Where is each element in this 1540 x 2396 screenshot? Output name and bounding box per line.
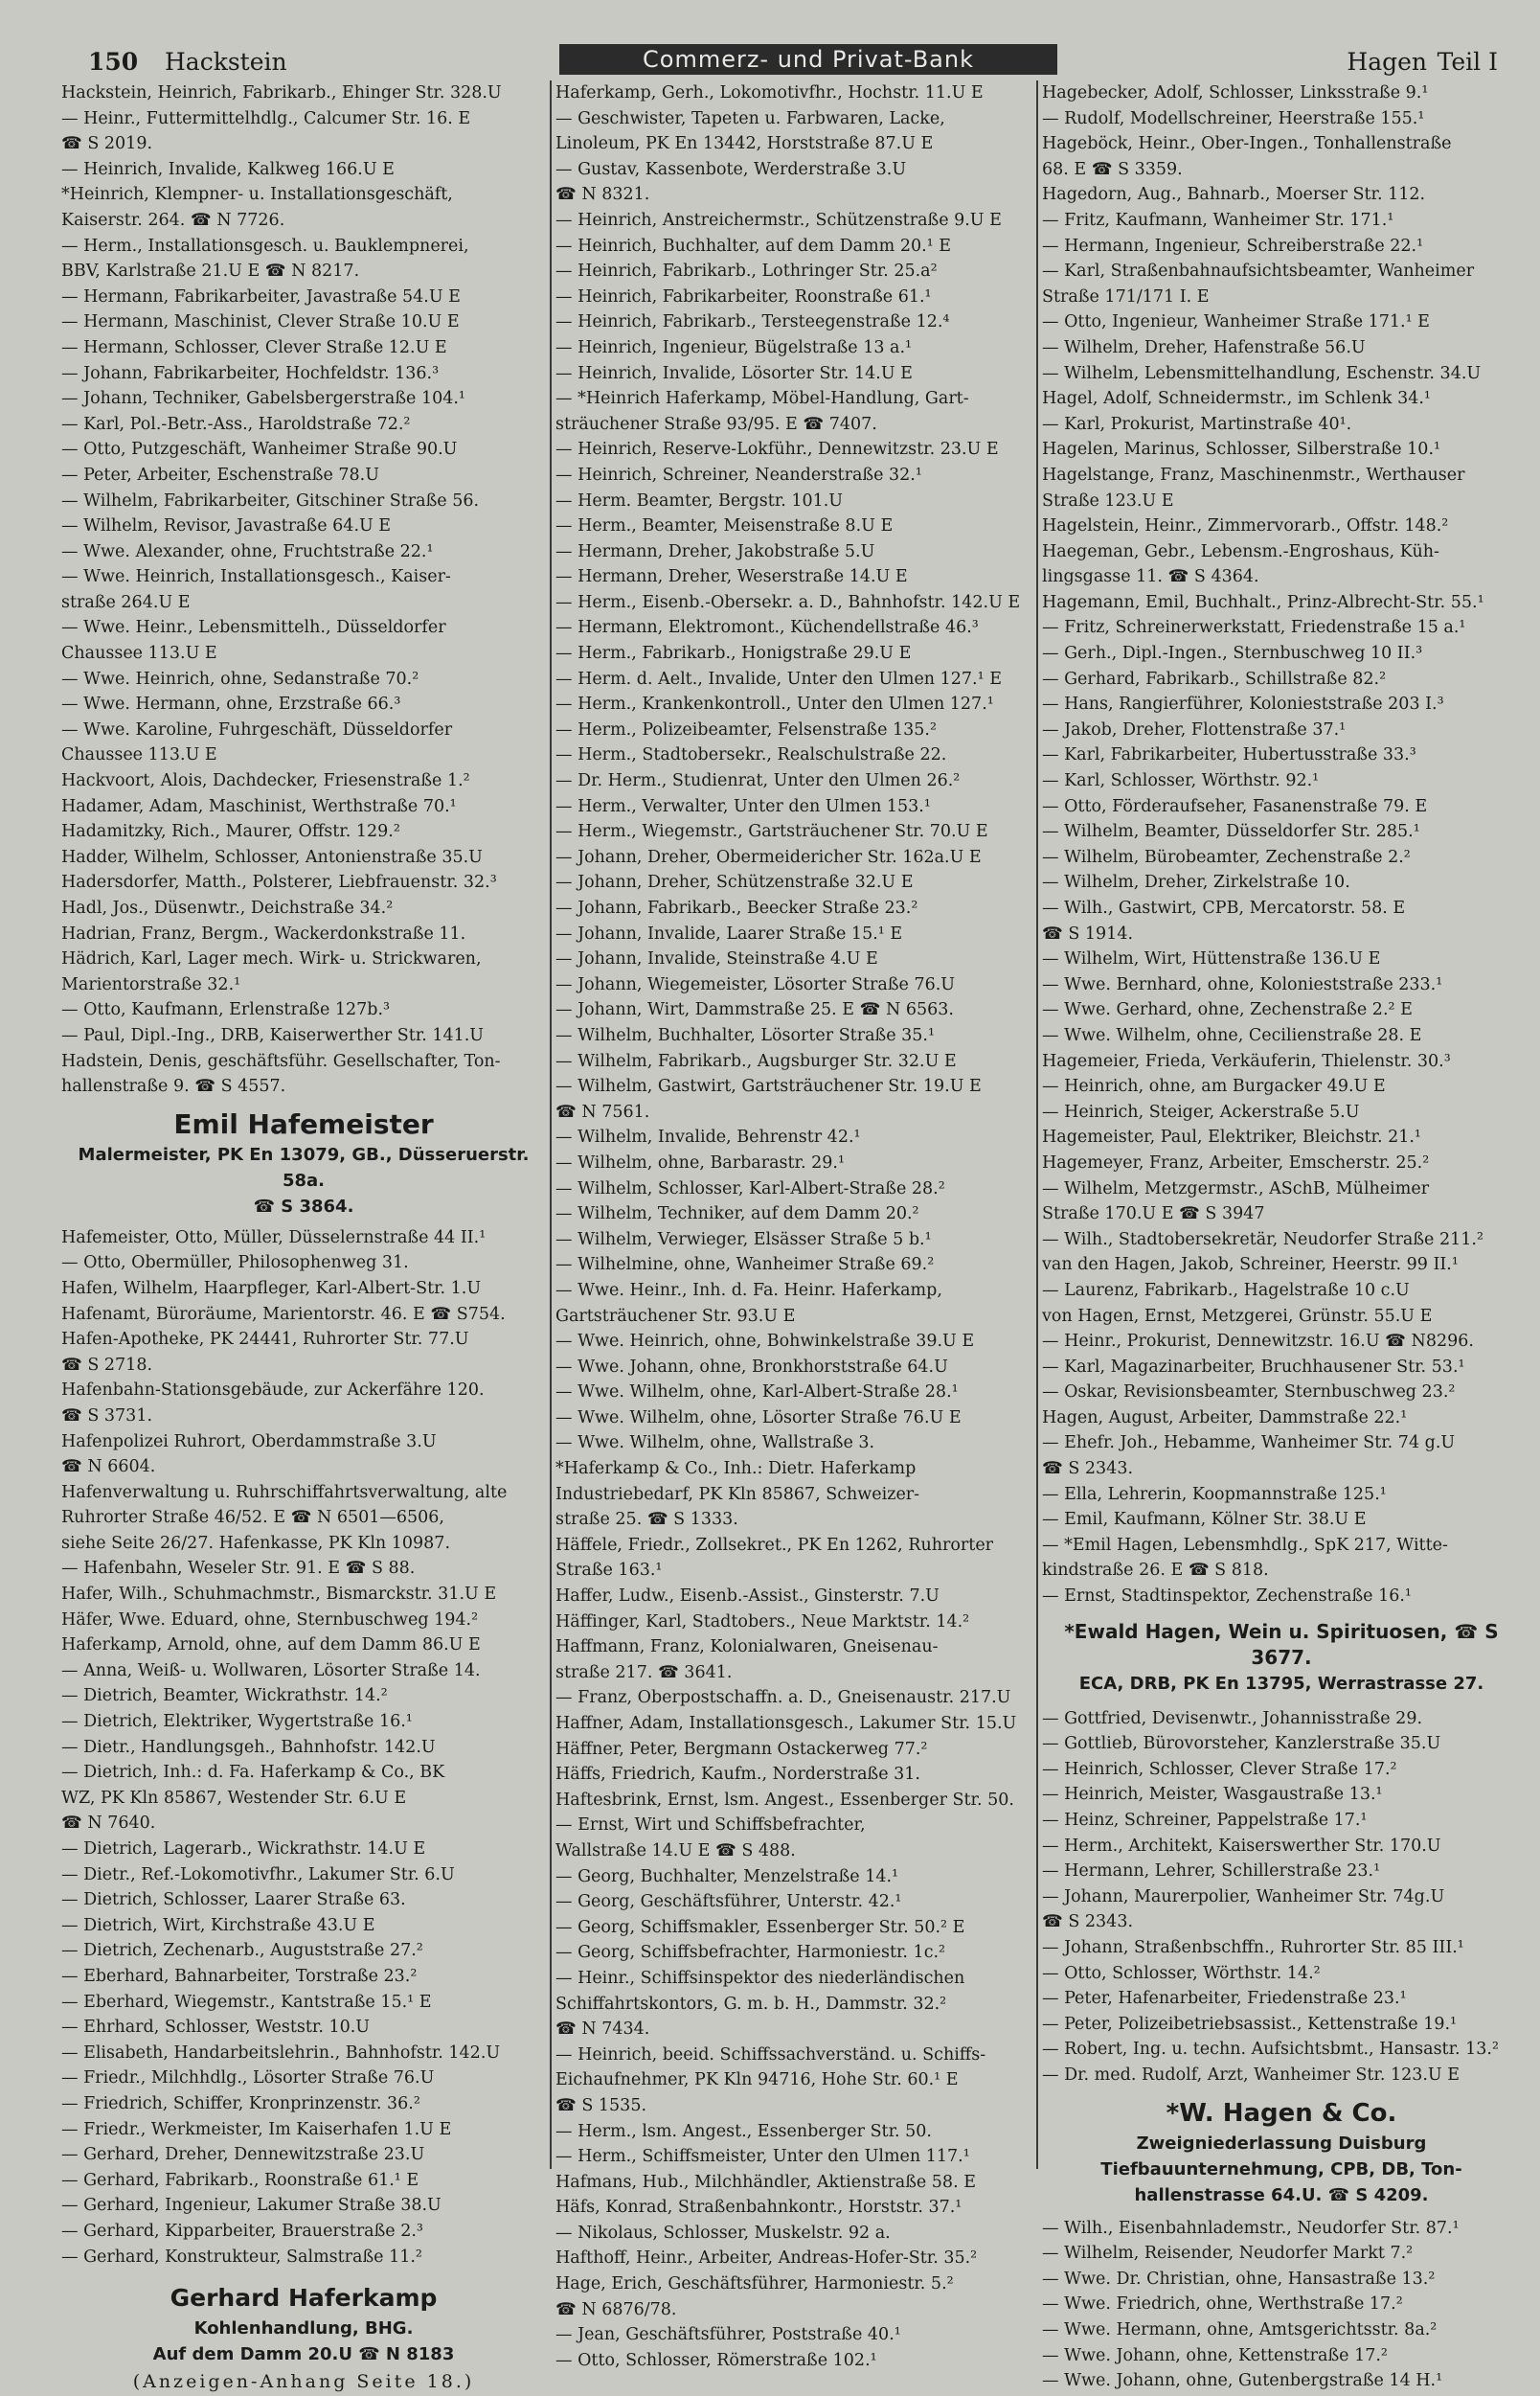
directory-entry: Hagemeister, Paul, Elektriker, Bleichstr. 21.¹: [1042, 1128, 1421, 1148]
directory-entry: Hageböck, Heinr., Ober-Ingen., Tonhallenstraße: [1042, 134, 1452, 154]
directory-entry: — Franz, Oberpostschaffn. a. D., Gneisenaustr. 217.U: [555, 1688, 1011, 1708]
ad-w-hagen: [1042, 2096, 1521, 2208]
directory-entry: — Karl, Schlosser, Wörthstr. 92.¹: [1042, 771, 1320, 791]
directory-entry: — Karl, Magazinarbeiter, Bruchhausener Str. 53.¹: [1042, 1357, 1465, 1377]
directory-entry: — Dietr., Ref.-Lokomotivfhr., Lakumer Str. 6.U: [61, 1864, 455, 1884]
directory-entry: Hagebecker, Adolf, Schlosser, Linksstraße 9.¹: [1042, 83, 1429, 103]
directory-entry: — Georg, Buchhalter, Menzelstraße 14.¹: [555, 1866, 899, 1886]
directory-entry: — Friedrich, Schiffer, Kronprinzenstr. 36.²: [61, 2093, 420, 2113]
directory-entry: Chaussee 113.U E: [61, 745, 217, 765]
directory-entry: lingsgasse 11. ☎ S 4364.: [1042, 567, 1259, 587]
directory-entry: Hafemeister, Otto, Müller, Düsselernstraße 44 II.¹: [61, 1227, 487, 1247]
directory-entry: — Wilhelm, Lebensmittelhandlung, Eschenstr. 34.U: [1042, 363, 1482, 383]
directory-entry: ☎ S 3731.: [61, 1405, 153, 1426]
ad-line: Kohlenhandlung, BHG.: [193, 2318, 414, 2339]
directory-entry: — Wilhelm, Dreher, Zirkelstraße 10.: [1042, 873, 1350, 893]
catchword-right: Hagen: [1347, 48, 1427, 76]
directory-entry: — Wilhelmine, ohne, Wanheimer Straße 69.²: [555, 1255, 935, 1275]
directory-entry: — Wwe. Heinrich, ohne, Sedanstraße 70.²: [61, 669, 419, 689]
directory-entry: Häffele, Friedr., Zollsekret., PK En 1262, Ruhrorter: [555, 1535, 994, 1555]
directory-entry: — Hermann, Schlosser, Clever Straße 12.U E: [61, 337, 447, 357]
ad-line: Auf dem Damm 20.U ☎ N 8183: [152, 2344, 455, 2365]
directory-entry: — Elisabeth, Handarbeitslehrin., Bahnhofstr. 142.U: [61, 2042, 501, 2063]
directory-entry: — Johann, Invalide, Steinstraße 4.U E: [555, 949, 878, 970]
directory-entry: Hadamer, Adam, Maschinist, Werthstraße 70.¹: [61, 796, 457, 816]
ad-title: *Ewald Hagen, Wein u. Spirituosen, ☎ S 3677.: [1064, 1619, 1499, 1669]
directory-entry: — Gerhard, Fabrikarb., Schillstraße 82.²: [1042, 669, 1387, 689]
column-divider: [550, 80, 552, 2169]
directory-entry: Hagen, August, Arbeiter, Dammstraße 22.¹: [1042, 1407, 1408, 1427]
directory-entry: — Wwe. Friedrich, ohne, Werthstraße 17.²: [1042, 2294, 1403, 2315]
directory-entry: — Wilhelm, Revisor, Javastraße 64.U E: [61, 516, 392, 536]
directory-entry: Chaussee 113.U E: [61, 644, 217, 664]
directory-entry: ☎ N 7561.: [555, 1102, 650, 1122]
directory-entry: — Peter, Hafenarbeiter, Friedenstraße 23.¹: [1042, 1989, 1407, 2009]
directory-entry: — Wwe. Alexander, ohne, Fruchtstraße 22.¹: [61, 541, 434, 561]
directory-entry: — Karl, Pol.-Betr.-Ass., Haroldstraße 72.²: [61, 414, 411, 434]
ad-title: Emil Hafemeister: [173, 1107, 434, 1140]
directory-entry: — Ernst, Wirt und Schiffsbefrachter,: [555, 1815, 866, 1836]
directory-entry: Häfs, Konrad, Straßenbahnkontr., Horststr. 37.¹: [555, 2198, 962, 2218]
directory-entry: — Wwe. Johann, ohne, Bronkhorststraße 64.U: [555, 1357, 948, 1377]
directory-entry: — Herm., Krankenkontroll., Unter den Ulmen 127.¹: [555, 695, 994, 715]
directory-entry: Hadl, Jos., Düsenwtr., Deichstraße 34.²: [61, 899, 394, 918]
directory-entry: — Robert, Ing. u. techn. Aufsichtsbmt., Hansastr. 13.²: [1042, 2040, 1499, 2060]
ad-ewald-hagen: [1042, 1619, 1521, 1697]
directory-entry: ☎ N 6604.: [61, 1457, 156, 1477]
directory-entry: — Wilh., Eisenbahnlademstr., Neudorfer Str. 87.¹: [1042, 2218, 1460, 2238]
directory-entry: — Johann, Wirt, Dammstraße 25. E ☎ N 6563.: [555, 1000, 954, 1020]
directory-entry: — Friedr., Milchhdlg., Lösorter Straße 76.U: [61, 2068, 435, 2088]
directory-entry: Hafenbahn-Stationsgebäude, zur Ackerfähre 120.: [61, 1381, 485, 1401]
directory-entry: Hafenamt, Büroräume, Marientorstr. 46. E ☎ S754.: [61, 1304, 506, 1324]
directory-entry: — Heinrich, Meister, Wasgaustraße 13.¹: [1042, 1785, 1383, 1805]
directory-entry: Haegeman, Gebr., Lebensm.-Engroshaus, Küh-: [1042, 541, 1439, 561]
directory-entry: — Wwe. Karoline, Fuhrgeschäft, Düsseldorfer: [61, 719, 453, 740]
directory-entry: Hagemeier, Frieda, Verkäuferin, Thielenstr. 30.³: [1042, 1051, 1451, 1071]
directory-entry: — Georg, Geschäftsführer, Unterstr. 42.¹: [555, 1892, 902, 1912]
ad-line: Malermeister, PK En 13079, GB., Düsseruerstr. 58a.: [78, 1144, 530, 1191]
directory-entry: Häffner, Peter, Bergmann Ostackerweg 77.²: [555, 1739, 928, 1759]
directory-entry: — Johann, Wiegemeister, Lösorter Straße 76.U: [555, 974, 956, 994]
directory-entry: ☎ S 2343.: [1042, 1459, 1134, 1479]
directory-entry: Hackstein, Heinrich, Fabrikarb., Ehinger Str. 328.U: [61, 83, 502, 103]
catchword-left: Hackstein: [165, 48, 287, 76]
column-1: [61, 80, 546, 2393]
directory-entry: Hafer, Wilh., Schuhmachmstr., Bismarckstr. 31.U E: [61, 1585, 497, 1605]
directory-entry: — Gerhard, Fabrikarb., Roonstraße 61.¹ E: [61, 2170, 419, 2190]
directory-entry: — Herm., Architekt, Kaiserswerther Str. 170.U: [1042, 1836, 1441, 1856]
directory-entry: — Heinrich, ohne, am Burgacker 49.U E: [1042, 1077, 1386, 1097]
directory-entry: *Heinrich, Klempner- u. Installationsgeschäft,: [61, 185, 453, 205]
directory-entry: — Herm. Beamter, Bergstr. 101.U: [555, 491, 844, 511]
directory-entry: Häfer, Wwe. Eduard, ohne, Sternbuschweg 194.²: [61, 1609, 479, 1630]
directory-entry: — Hans, Rangierführer, Kolonieststraße 203 I.³: [1042, 695, 1444, 715]
directory-entry: — Herm., Beamter, Meisenstraße 8.U E: [555, 516, 894, 536]
directory-entry: Hagelstange, Franz, Maschinenmstr., Werthauser: [1042, 465, 1465, 485]
directory-entry: — Anna, Weiß- u. Wollwaren, Lösorter Straße 14.: [61, 1660, 481, 1680]
directory-entry: — Herm., Polizeibeamter, Felsenstraße 135.²: [555, 719, 937, 740]
directory-entry: — Rudolf, Modellschreiner, Heerstraße 155.¹: [1042, 108, 1425, 128]
directory-entry: — Wilhelm, Metzgermstr., ASchB, Mülheimer: [1042, 1178, 1430, 1198]
directory-entry: Hagelen, Marinus, Schlosser, Silberstraße 10.¹: [1042, 440, 1441, 460]
directory-entry: — Otto, Schlosser, Wörthstr. 14.²: [1042, 1963, 1321, 1983]
ad-line: hallenstrasse 64.U. ☎ S 4209.: [1134, 2184, 1429, 2205]
directory-entry: — Herm., Fabrikarb., Honigstraße 29.U E: [555, 644, 912, 664]
directory-entry: Gartsträuchener Str. 93.U E: [555, 1306, 796, 1326]
directory-entry: — Johann, Dreher, Schützenstraße 32.U E: [555, 873, 914, 893]
directory-entry: — Wwe. Johann, ohne, Kettenstraße 17.²: [1042, 2345, 1388, 2365]
directory-entry: von Hagen, Ernst, Metzgerei, Grünstr. 55.U E: [1042, 1306, 1433, 1326]
directory-entry: Hafenverwaltung u. Ruhrschiffahrtsverwaltung, alte: [61, 1482, 508, 1502]
directory-entry: — Wwe. Wilhelm, ohne, Wallstraße 3.: [555, 1433, 875, 1453]
directory-entry: — Heinrich, Schlosser, Clever Straße 17.²: [1042, 1759, 1397, 1779]
directory-entry: — Peter, Polizeibetriebsassist., Kettenstraße 19.¹: [1042, 2014, 1458, 2034]
directory-entry: — Wwe. Bernhard, ohne, Kolonieststraße 233.¹: [1042, 974, 1443, 994]
directory-entry: — Georg, Schiffsmakler, Essenberger Str. 50.² E: [555, 1917, 965, 1937]
directory-entry: hallenstraße 9. ☎ S 4557.: [61, 1077, 286, 1097]
directory-entry: — Johann, Straßenbschffn., Ruhrorter Str. 85 III.¹: [1042, 1937, 1464, 1957]
directory-entry: Haffner, Adam, Installationsgesch., Lakumer Str. 15.U: [555, 1714, 1017, 1733]
directory-entry: — Dietrich, Elektriker, Wygertstraße 16.¹: [61, 1712, 413, 1732]
page-header: [59, 44, 1504, 77]
directory-entry: — Herm., Installationsgesch. u. Bauklempnerei,: [61, 236, 469, 256]
directory-entry: — Wwe. Wilhelm, ohne, Karl-Albert-Straße 28.¹: [555, 1382, 959, 1403]
directory-entry: Kaiserstr. 264. ☎ N 7726.: [61, 210, 285, 230]
directory-entry: — Laurenz, Fabrikarb., Hagelstraße 10 c.U: [1042, 1280, 1410, 1300]
directory-entry: — Dr. Herm., Studienrat, Unter den Ulmen 26.²: [555, 771, 961, 791]
directory-entry: — Hermann, Dreher, Weserstraße 14.U E: [555, 567, 908, 587]
directory-entry: — Dietrich, Zechenarb., Auguststraße 27.²: [61, 1941, 423, 1961]
directory-entry: — Wwe. Heinrich, Installationsgesch., Kaiser-: [61, 567, 451, 587]
directory-entry: Hafenpolizei Ruhrort, Oberdammstraße 3.U: [61, 1431, 437, 1451]
directory-entry: — Heinrich, Schreiner, Neanderstraße 32.¹: [555, 465, 922, 485]
ad-reference: (Anzeigen-Anhang Seite 18.): [132, 2371, 475, 2393]
directory-entry: Haferkamp, Arnold, ohne, auf dem Damm 86.U E: [61, 1635, 481, 1655]
directory-entry: Ruhrorter Straße 46/52. E ☎ N 6501—6506,: [61, 1508, 444, 1528]
directory-entry: — Fritz, Kaufmann, Wanheimer Str. 171.¹: [1042, 210, 1394, 230]
directory-entry: ☎ S 1535.: [555, 2095, 647, 2115]
directory-entry: — Wwe. Gerhard, ohne, Zechenstraße 2.² E: [1042, 1000, 1413, 1020]
column-2: [555, 80, 1032, 2370]
directory-entry: — Gerhard, Ingenieur, Lakumer Straße 38.U: [61, 2196, 442, 2216]
directory-entry: — Wilhelm, Dreher, Hafenstraße 56.U: [1042, 337, 1366, 357]
directory-entry: — Ella, Lehrerin, Koopmannstraße 125.¹: [1042, 1484, 1387, 1504]
directory-entry: — Heinrich, Invalide, Kalkweg 166.U E: [61, 159, 395, 179]
directory-entry: — Heinr., Prokurist, Dennewitzstr. 16.U ☎ N8296.: [1042, 1332, 1474, 1352]
directory-entry: Straße 123.U E: [1042, 491, 1174, 511]
directory-entry: — Ernst, Stadtinspektor, Zechenstraße 16.¹: [1042, 1586, 1412, 1607]
directory-entry: Hagelstein, Heinr., Zimmervorarb., Offstr. 148.²: [1042, 516, 1449, 536]
directory-entry: — Hermann, Lehrer, Schillerstraße 23.¹: [1042, 1861, 1381, 1882]
directory-entry: Wallstraße 14.U E ☎ S 488.: [555, 1840, 796, 1860]
directory-entry: Hafmans, Hub., Milchhändler, Aktienstraße 58. E: [555, 2172, 976, 2192]
directory-entry: — Otto, Obermüller, Philosophenweg 31.: [61, 1253, 409, 1273]
directory-entry: WZ, PK Kln 85867, Westender Str. 6.U E: [61, 1788, 407, 1808]
directory-entry: — Ehefr. Joh., Hebamme, Wanheimer Str. 74 g.U: [1042, 1433, 1456, 1453]
directory-entry: — Wwe. Heinr., Lebensmittelh., Düsseldorfer: [61, 618, 446, 638]
directory-entry: — Heinrich, Fabrikarb., Tersteegenstraße 12.⁴: [555, 312, 950, 332]
directory-entry: — Karl, Fabrikarbeiter, Hubertusstraße 33.³: [1042, 745, 1416, 765]
directory-entry: — Herm. d. Aelt., Invalide, Unter den Ulmen 127.¹ E: [555, 669, 1002, 689]
directory-entry: — Wilhelm, Invalide, Behrenstr 42.¹: [555, 1128, 861, 1148]
directory-entry: — Johann, Maurerpolier, Wanheimer Str. 74g.U: [1042, 1886, 1445, 1906]
directory-entry: — *Heinrich Haferkamp, Möbel-Handlung, Gart-: [555, 389, 969, 409]
directory-entry: — Ehrhard, Schlosser, Weststr. 10.U: [61, 2018, 371, 2038]
directory-entry: Hagemann, Emil, Buchhalt., Prinz-Albrecht-Str. 55.¹: [1042, 592, 1484, 612]
directory-entry: Häffinger, Karl, Stadtobers., Neue Marktstr. 14.²: [555, 1611, 970, 1632]
directory-entry: — Johann, Techniker, Gabelsbergerstraße 104.¹: [61, 389, 465, 409]
directory-entry: — Heinr., Futtermittelhdlg., Calcumer Str. 16. E: [61, 108, 471, 128]
directory-entry: — Oskar, Revisionsbeamter, Sternbuschweg 23.²: [1042, 1382, 1456, 1403]
directory-entry: Marientorstraße 32.¹: [61, 974, 241, 994]
directory-entry: — Heinrich, beeid. Schiffssachverständ. u. Schiffs-: [555, 2044, 986, 2065]
directory-entry: — Gustav, Kassenbote, Werderstraße 3.U: [555, 159, 907, 179]
directory-entry: — Otto, Förderaufseher, Fasanenstraße 79. E: [1042, 796, 1428, 816]
directory-entry: — Herm., lsm. Angest., Essenberger Str. 50.: [555, 2121, 932, 2141]
directory-entry: Eichaufnehmer, PK Kln 94716, Hohe Str. 60.¹ E: [555, 2070, 959, 2090]
directory-entry: — Nikolaus, Schlosser, Muskelstr. 92 a.: [555, 2223, 891, 2243]
directory-entry: — Gerh., Dipl.-Ingen., Sternbuschweg 10 II.³: [1042, 644, 1423, 664]
ad-title: *W. Hagen & Co.: [1166, 2098, 1397, 2128]
part-label: Teil I: [1437, 48, 1498, 76]
directory-entry: — Dietrich, Wirt, Kirchstraße 43.U E: [61, 1915, 375, 1935]
directory-entry: BBV, Karlstraße 21.U E ☎ N 8217.: [61, 262, 360, 282]
directory-entry: — Wwe. Heinr., Inh. d. Fa. Heinr. Haferkamp,: [555, 1280, 942, 1300]
directory-entry: — Hafenbahn, Weseler Str. 91. E ☎ S 88.: [61, 1559, 416, 1579]
directory-entry: — Wwe. Heinrich, ohne, Bohwinkelstraße 39.U E: [555, 1332, 975, 1352]
directory-entry: — Gottfried, Devisenwtr., Johannisstraße 29.: [1042, 1708, 1423, 1728]
directory-entry: — Johann, Dreher, Obermeidericher Str. 162a.U E: [555, 847, 982, 867]
directory-entry: — Dietr., Handlungsgeh., Bahnhofstr. 142.U: [61, 1737, 436, 1757]
directory-entry: — Wwe. Hermann, ohne, Amtsgerichtsstr. 8a.²: [1042, 2319, 1438, 2339]
directory-entry: — Wilhelm, Schlosser, Karl-Albert-Straße 28.²: [555, 1178, 945, 1198]
directory-entry: — Paul, Dipl.-Ing., DRB, Kaiserwerther Str. 141.U: [61, 1025, 485, 1045]
directory-entry: — Herm., Eisenb.-Obersekr. a. D., Bahnhofstr. 142.U E: [555, 592, 1021, 612]
directory-entry: — Herm., Wiegemstr., Gartsträuchener Str. 70.U E: [555, 822, 988, 842]
directory-entry: — Johann, Fabrikarbeiter, Hochfeldstr. 136.³: [61, 363, 440, 383]
directory-entry: ☎ N 6876/78.: [555, 2299, 677, 2319]
directory-entry: — Dietrich, Inh.: d. Fa. Haferkamp & Co., BK: [61, 1763, 445, 1783]
directory-entry: — Eberhard, Wiegemstr., Kantstraße 15.¹ E: [61, 1992, 432, 2012]
directory-entry: Straße 170.U E ☎ S 3947: [1042, 1204, 1265, 1224]
directory-entry: — Johann, Invalide, Laarer Straße 15.¹ E: [555, 924, 903, 944]
directory-entry: Hagel, Adolf, Schneidermstr., im Schlenk 34.¹: [1042, 389, 1431, 409]
ad-line: Tiefbauunternehmung, CPB, DB, Ton-: [1100, 2158, 1462, 2179]
directory-entry: — Heinz, Schreiner, Pappelstraße 17.¹: [1042, 1811, 1368, 1830]
directory-entry: — Wilh., Gastwirt, CPB, Mercatorstr. 58. E: [1042, 899, 1406, 918]
directory-entry: — Herm., Schiffsmeister, Unter den Ulmen 117.¹: [555, 2147, 970, 2167]
directory-entry: — Herm., Stadtobersekr., Realschulstraße 22.: [555, 745, 947, 765]
directory-entry: Hackvoort, Alois, Dachdecker, Friesenstraße 1.²: [61, 771, 470, 791]
directory-entry: Haftesbrink, Ernst, lsm. Angest., Essenberger Str. 50.: [555, 1790, 1014, 1810]
directory-entry: — Fritz, Schreinerwerkstatt, Friedenstraße 15 a.¹: [1042, 618, 1466, 638]
directory-entry: sträuchener Straße 93/95. E ☎ 7407.: [555, 414, 877, 434]
directory-entry: ☎ S 1914.: [1042, 924, 1134, 944]
directory-entry: — Wwe. Wilhelm, ohne, Lösorter Straße 76.U E: [555, 1407, 962, 1427]
directory-entry: Haffer, Ludw., Eisenb.-Assist., Ginsterstr. 7.U: [555, 1586, 940, 1607]
directory-entry: Hafthoff, Heinr., Arbeiter, Andreas-Hofer-Str. 35.²: [555, 2248, 978, 2269]
directory-entry: ☎ S 2343.: [1042, 1912, 1134, 1932]
directory-entry: Hädrich, Karl, Lager mech. Wirk- u. Strickwaren,: [61, 949, 482, 970]
directory-entry: — Heinrich, Buchhalter, auf dem Damm 20.¹ E: [555, 236, 952, 256]
ad-phone: ☎ S 3864.: [253, 1196, 354, 1217]
directory-entry: kindstraße 26. E ☎ S 818.: [1042, 1561, 1269, 1581]
directory-entry: straße 217. ☎ 3641.: [555, 1662, 733, 1682]
directory-entry: — Gottlieb, Bürovorsteher, Kanzlerstraße 35.U: [1042, 1734, 1441, 1754]
directory-entry: — Wilhelm, Verwieger, Elsässer Straße 5 b.¹: [555, 1229, 932, 1249]
directory-entry: — Heinrich, Fabrikarbeiter, Roonstraße 61.¹: [555, 286, 932, 307]
directory-entry: — Wilhelm, Techniker, auf dem Damm 20.²: [555, 1204, 919, 1224]
directory-entry: — Wilhelm, Bürobeamter, Zechenstraße 2.²: [1042, 847, 1411, 867]
directory-entry: — Eberhard, Bahnarbeiter, Torstraße 23.²: [61, 1966, 418, 1986]
directory-entry: — Heinrich, Steiger, Ackerstraße 5.U: [1042, 1102, 1360, 1122]
directory-entry: — Heinrich, Anstreichermstr., Schützenstraße 9.U E: [555, 210, 1002, 230]
directory-entry: Straße 171/171 I. E: [1042, 286, 1210, 307]
directory-entry: — Wilhelm, Fabrikarbeiter, Gitschiner Straße 56.: [61, 491, 480, 511]
directory-entry: — Dietrich, Beamter, Wickrathstr. 14.²: [61, 1686, 388, 1706]
directory-entry: ☎ N 7434.: [555, 2019, 650, 2040]
directory-entry: — Wilhelm, Buchhalter, Lösorter Straße 35.¹: [555, 1025, 935, 1045]
directory-entry: — Dr. med. Rudolf, Arzt, Wanheimer Str. 123.U E: [1042, 2065, 1460, 2085]
directory-entry: Straße 163.¹: [555, 1561, 663, 1581]
directory-entry: — Heinrich, Fabrikarb., Lothringer Str. 25.a²: [555, 262, 938, 282]
directory-entry: — Wilhelm, Beamter, Düsseldorfer Str. 285.¹: [1042, 822, 1420, 842]
directory-entry: Häffs, Friedrich, Kaufm., Norderstraße 31.: [555, 1765, 920, 1785]
directory-entry: — Otto, Kaufmann, Erlenstraße 127b.³: [61, 1000, 391, 1020]
directory-entry: — Emil, Kaufmann, Kölner Str. 38.U E: [1042, 1510, 1367, 1530]
directory-entry: — Heinr., Schiffsinspektor des niederländischen: [555, 1968, 965, 1988]
directory-entry: — Otto, Ingenieur, Wanheimer Straße 171.¹ E: [1042, 312, 1430, 332]
directory-entry: — Hermann, Elektromont., Küchendellstraße 46.³: [555, 618, 979, 638]
directory-entry: — Hermann, Maschinist, Clever Straße 10.U E: [61, 312, 460, 332]
directory-entry: — Geschwister, Tapeten u. Farbwaren, Lacke,: [555, 108, 945, 128]
directory-entry: — Hermann, Ingenieur, Schreiberstraße 22.¹: [1042, 236, 1424, 256]
directory-entry: — Wilhelm, Gastwirt, Gartsträuchener Str. 19.U E: [555, 1077, 982, 1097]
directory-entry: — Heinrich, Ingenieur, Bügelstraße 13 a.¹: [555, 337, 913, 357]
directory-entry: — Wilhelm, Fabrikarb., Augsburger Str. 32.U E: [555, 1051, 957, 1071]
directory-entry: — Karl, Prokurist, Martinstraße 40¹.: [1042, 414, 1352, 434]
directory-entry: — Gerhard, Dreher, Dennewitzstraße 23.U: [61, 2145, 425, 2165]
directory-entry: Linoleum, PK En 13442, Horststraße 87.U E: [555, 134, 934, 154]
column-divider: [1036, 80, 1038, 2169]
directory-entry: — Wilhelm, Wirt, Hüttenstraße 136.U E: [1042, 949, 1381, 970]
directory-entry: — Wilhelm, Reisender, Neudorfer Markt 7.²: [1042, 2244, 1414, 2264]
directory-entry: Hadersdorfer, Matth., Polsterer, Liebfrauenstr. 32.³: [61, 873, 497, 893]
directory-entry: — Otto, Putzgeschäft, Wanheimer Straße 90.U: [61, 440, 458, 460]
directory-entry: — Wwe. Wilhelm, ohne, Cecilienstraße 28. E: [1042, 1025, 1422, 1045]
directory-entry: — Jean, Geschäftsführer, Poststraße 40.¹: [555, 2325, 901, 2345]
directory-entry: — Otto, Schlosser, Römerstraße 102.¹: [555, 2350, 877, 2370]
directory-entry: — Johann, Fabrikarb., Beecker Straße 23.²: [555, 899, 918, 918]
directory-entry: — Herm., Verwalter, Unter den Ulmen 153.¹: [555, 796, 931, 816]
directory-entry: — Georg, Schiffsbefrachter, Harmoniestr. 1c.²: [555, 1943, 946, 1963]
directory-entry: ☎ N 7640.: [61, 1814, 156, 1834]
directory-entry: — Friedr., Werkmeister, Im Kaiserhafen 1.U E: [61, 2119, 452, 2139]
ad-haferkamp: [61, 2281, 546, 2396]
directory-entry: van den Hagen, Jakob, Schreiner, Heerstr. 99 II.¹: [1042, 1255, 1459, 1275]
directory-entry: *Haferkamp & Co., Inh.: Dietr. Haferkamp: [555, 1459, 917, 1479]
directory-entry: — Wwe. Johann, ohne, Gutenbergstraße 14 H.¹: [1042, 2371, 1443, 2391]
directory-entry: Hadrian, Franz, Bergm., Wackerdonkstraße 11.: [61, 924, 466, 944]
directory-entry: straße 25. ☎ S 1333.: [555, 1510, 738, 1530]
directory-entry: — Wwe. Dr. Christian, ohne, Hansastraße 13.²: [1042, 2269, 1436, 2289]
directory-entry: — Heinrich, Reserve-Lokführ., Dennewitzstr. 23.U E: [555, 440, 999, 460]
directory-entry: Industriebedarf, PK Kln 85867, Schweizer-: [555, 1484, 920, 1504]
directory-entry: Haferkamp, Gerh., Lokomotivfhr., Hochstr. 11.U E: [555, 83, 984, 103]
directory-entry: — Jakob, Dreher, Flottenstraße 37.¹: [1042, 719, 1347, 740]
column-3: [1042, 80, 1521, 2391]
directory-entry: Hadder, Wilhelm, Schlosser, Antonienstraße 35.U: [61, 847, 483, 867]
directory-entry: Hagemeyer, Franz, Arbeiter, Emscherstr. 25.²: [1042, 1152, 1430, 1173]
directory-entry: Hagedorn, Aug., Bahnarb., Moerser Str. 112.: [1042, 185, 1426, 205]
directory-entry: — Wwe. Hermann, ohne, Erzstraße 66.³: [61, 695, 401, 715]
ad-hafemeister: [61, 1107, 546, 1220]
directory-entry: Hafen-Apotheke, PK 24441, Ruhrorter Str. 77.U: [61, 1330, 469, 1350]
directory-entry: Hafen, Wilhelm, Haarpfleger, Karl-Albert-Str. 1.U: [61, 1278, 482, 1298]
directory-entry: Hadstein, Denis, geschäftsführ. Gesellschafter, Ton-: [61, 1051, 501, 1071]
directory-entry: — Hermann, Dreher, Jakobstraße 5.U: [555, 541, 875, 561]
directory-entry: ☎ S 2718.: [61, 1355, 153, 1375]
directory-entry: — Dietrich, Lagerarb., Wickrathstr. 14.U E: [61, 1839, 426, 1859]
page-number: 150: [88, 48, 139, 76]
ad-line: Zweigniederlassung Duisburg: [1136, 2133, 1427, 2154]
directory-entry: 68. E ☎ S 3359.: [1042, 159, 1183, 179]
directory-entry: — Wilh., Stadtobersekretär, Neudorfer Straße 211.²: [1042, 1229, 1483, 1249]
bank-banner: Commerz- und Privat-Bank: [559, 44, 1057, 75]
directory-entry: — Karl, Straßenbahnaufsichtsbeamter, Wanheimer: [1042, 262, 1475, 282]
directory-entry: ☎ S 2019.: [61, 134, 153, 154]
directory-entry: — Wilhelm, ohne, Barbarastr. 29.¹: [555, 1152, 845, 1173]
directory-entry: — Hermann, Fabrikarbeiter, Javastraße 54.U E: [61, 286, 461, 307]
directory-entry: siehe Seite 26/27. Hafenkasse, PK Kln 10987.: [61, 1533, 451, 1553]
directory-entry: Haffmann, Franz, Kolonialwaren, Gneisenau-: [555, 1637, 939, 1657]
directory-entry: Hage, Erich, Geschäftsführer, Harmoniestr. 5.²: [555, 2274, 954, 2294]
directory-entry: — Gerhard, Konstrukteur, Salmstraße 11.²: [61, 2247, 422, 2267]
directory-entry: — Heinrich, Invalide, Lösorter Str. 14.U E: [555, 363, 913, 383]
directory-entry: — Gerhard, Kipparbeiter, Brauerstraße 2.³: [61, 2221, 423, 2241]
directory-entry: — *Emil Hagen, Lebensmhdlg., SpK 217, Witte-: [1042, 1535, 1448, 1555]
directory-entry: Hadamitzky, Rich., Maurer, Offstr. 129.²: [61, 822, 400, 842]
ad-line: ECA, DRB, PK En 13795, Werrastrasse 27.: [1078, 1673, 1484, 1694]
directory-entry: — Dietrich, Schlosser, Laarer Straße 63.: [61, 1890, 406, 1910]
directory-entry: straße 264.U E: [61, 592, 191, 612]
directory-entry: Schiffahrtskontors, G. m. b. H., Dammstr. 32.²: [555, 1994, 947, 2014]
directory-entry: ☎ N 8321.: [555, 185, 650, 205]
ad-title: Gerhard Haferkamp: [170, 2284, 438, 2313]
directory-entry: — Peter, Arbeiter, Eschenstraße 78.U: [61, 465, 379, 485]
